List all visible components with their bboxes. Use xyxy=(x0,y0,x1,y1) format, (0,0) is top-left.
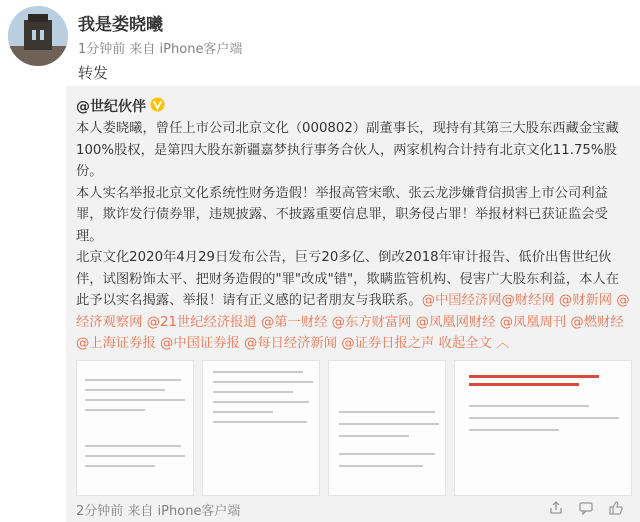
image-thumbnail[interactable] xyxy=(328,360,446,496)
share-icon xyxy=(548,500,564,516)
repost-time[interactable]: 2分钟前 xyxy=(76,504,124,519)
avatar-image xyxy=(8,6,68,66)
user-name[interactable]: 我是娄晓曦 xyxy=(78,15,163,35)
comment-icon xyxy=(578,500,594,516)
mention-link[interactable]: @中国经济网 xyxy=(421,293,502,308)
repost-body xyxy=(76,118,632,355)
image-thumbnail[interactable] xyxy=(202,360,320,496)
original-author-name[interactable]: @世纪伙伴 xyxy=(76,99,146,115)
avatar[interactable] xyxy=(8,6,68,66)
mention-link[interactable]: @经济观察网 xyxy=(76,293,630,330)
image-grid xyxy=(76,360,632,522)
post-header xyxy=(0,0,640,88)
mention-link[interactable]: @21世纪经济报道 xyxy=(146,314,257,330)
mention-link[interactable]: @证券日报之声 xyxy=(341,336,435,351)
share-button[interactable] xyxy=(548,500,564,516)
paragraph-1: 本人娄晓曦，曾任上市公司北京文化（000802）副董事长，现持有其第三大股东西藏金宝藏100%股权，是第四大股东新疆嘉梦执行事务合伙人，两家机构合计持有北京文化11.75%股份。 xyxy=(76,121,619,179)
image-thumbnail[interactable] xyxy=(454,360,632,496)
repost-source: 来自 iPhone客户端 xyxy=(127,504,241,519)
thumbs-up-icon xyxy=(608,500,624,516)
collapse-link[interactable]: 收起全文 xyxy=(438,336,492,351)
mention-link[interactable]: @财新网 xyxy=(558,293,613,308)
post-time[interactable]: 1分钟前 xyxy=(78,42,126,57)
mention-link[interactable]: @中国证券报 xyxy=(160,336,240,351)
mention-link[interactable]: @燃财经 xyxy=(570,314,624,330)
mention-link[interactable]: @凤凰网财经 xyxy=(415,314,496,330)
paragraph-3-text: 北京文化2020年4月29日发布公告，巨亏20多亿、倒改2018年审计报告、低价出售世纪伙伴，试图粉饰太平、把财务造假的"罪"改成"错"，欺瞒监管机构、侵害广大股东利益，本人在此予以实名揭露、举报！请有正义感的记者朋友与我联系。 xyxy=(76,250,620,308)
repost-card xyxy=(66,86,640,522)
mention-link[interactable]: @每日经济新闻 xyxy=(244,336,338,351)
action-bar xyxy=(548,500,624,516)
comment-button[interactable] xyxy=(578,500,594,516)
paragraph-3 xyxy=(76,247,632,355)
mention-link[interactable]: @东方财富网 xyxy=(331,314,412,330)
post-text: 转发 xyxy=(78,64,109,82)
repost-footer xyxy=(76,500,632,520)
post-source: 来自 iPhone客户端 xyxy=(129,42,243,57)
mention-link[interactable]: @第一财经 xyxy=(260,314,328,330)
like-button[interactable] xyxy=(608,500,624,516)
collapse-chevron-icon[interactable]: ︿ xyxy=(491,336,510,351)
image-thumbnail[interactable] xyxy=(76,360,194,496)
mention-link[interactable]: @上海证券报 xyxy=(76,336,156,351)
original-author[interactable] xyxy=(76,96,165,116)
post-meta xyxy=(78,38,242,57)
paragraph-2: 本人实名举报北京文化系统性财务造假！举报高管宋歌、张云龙涉嫌背信损害上市公司利益罪，欺诈发行债券罪，违规披露、不披露重要信息罪，职务侵占罪！举报材料已获证监会受理。 xyxy=(76,185,608,244)
verified-v-icon xyxy=(150,97,165,112)
mention-link[interactable]: @财经网 xyxy=(501,293,555,308)
mention-link[interactable]: @凤凰周刊 xyxy=(499,314,567,330)
